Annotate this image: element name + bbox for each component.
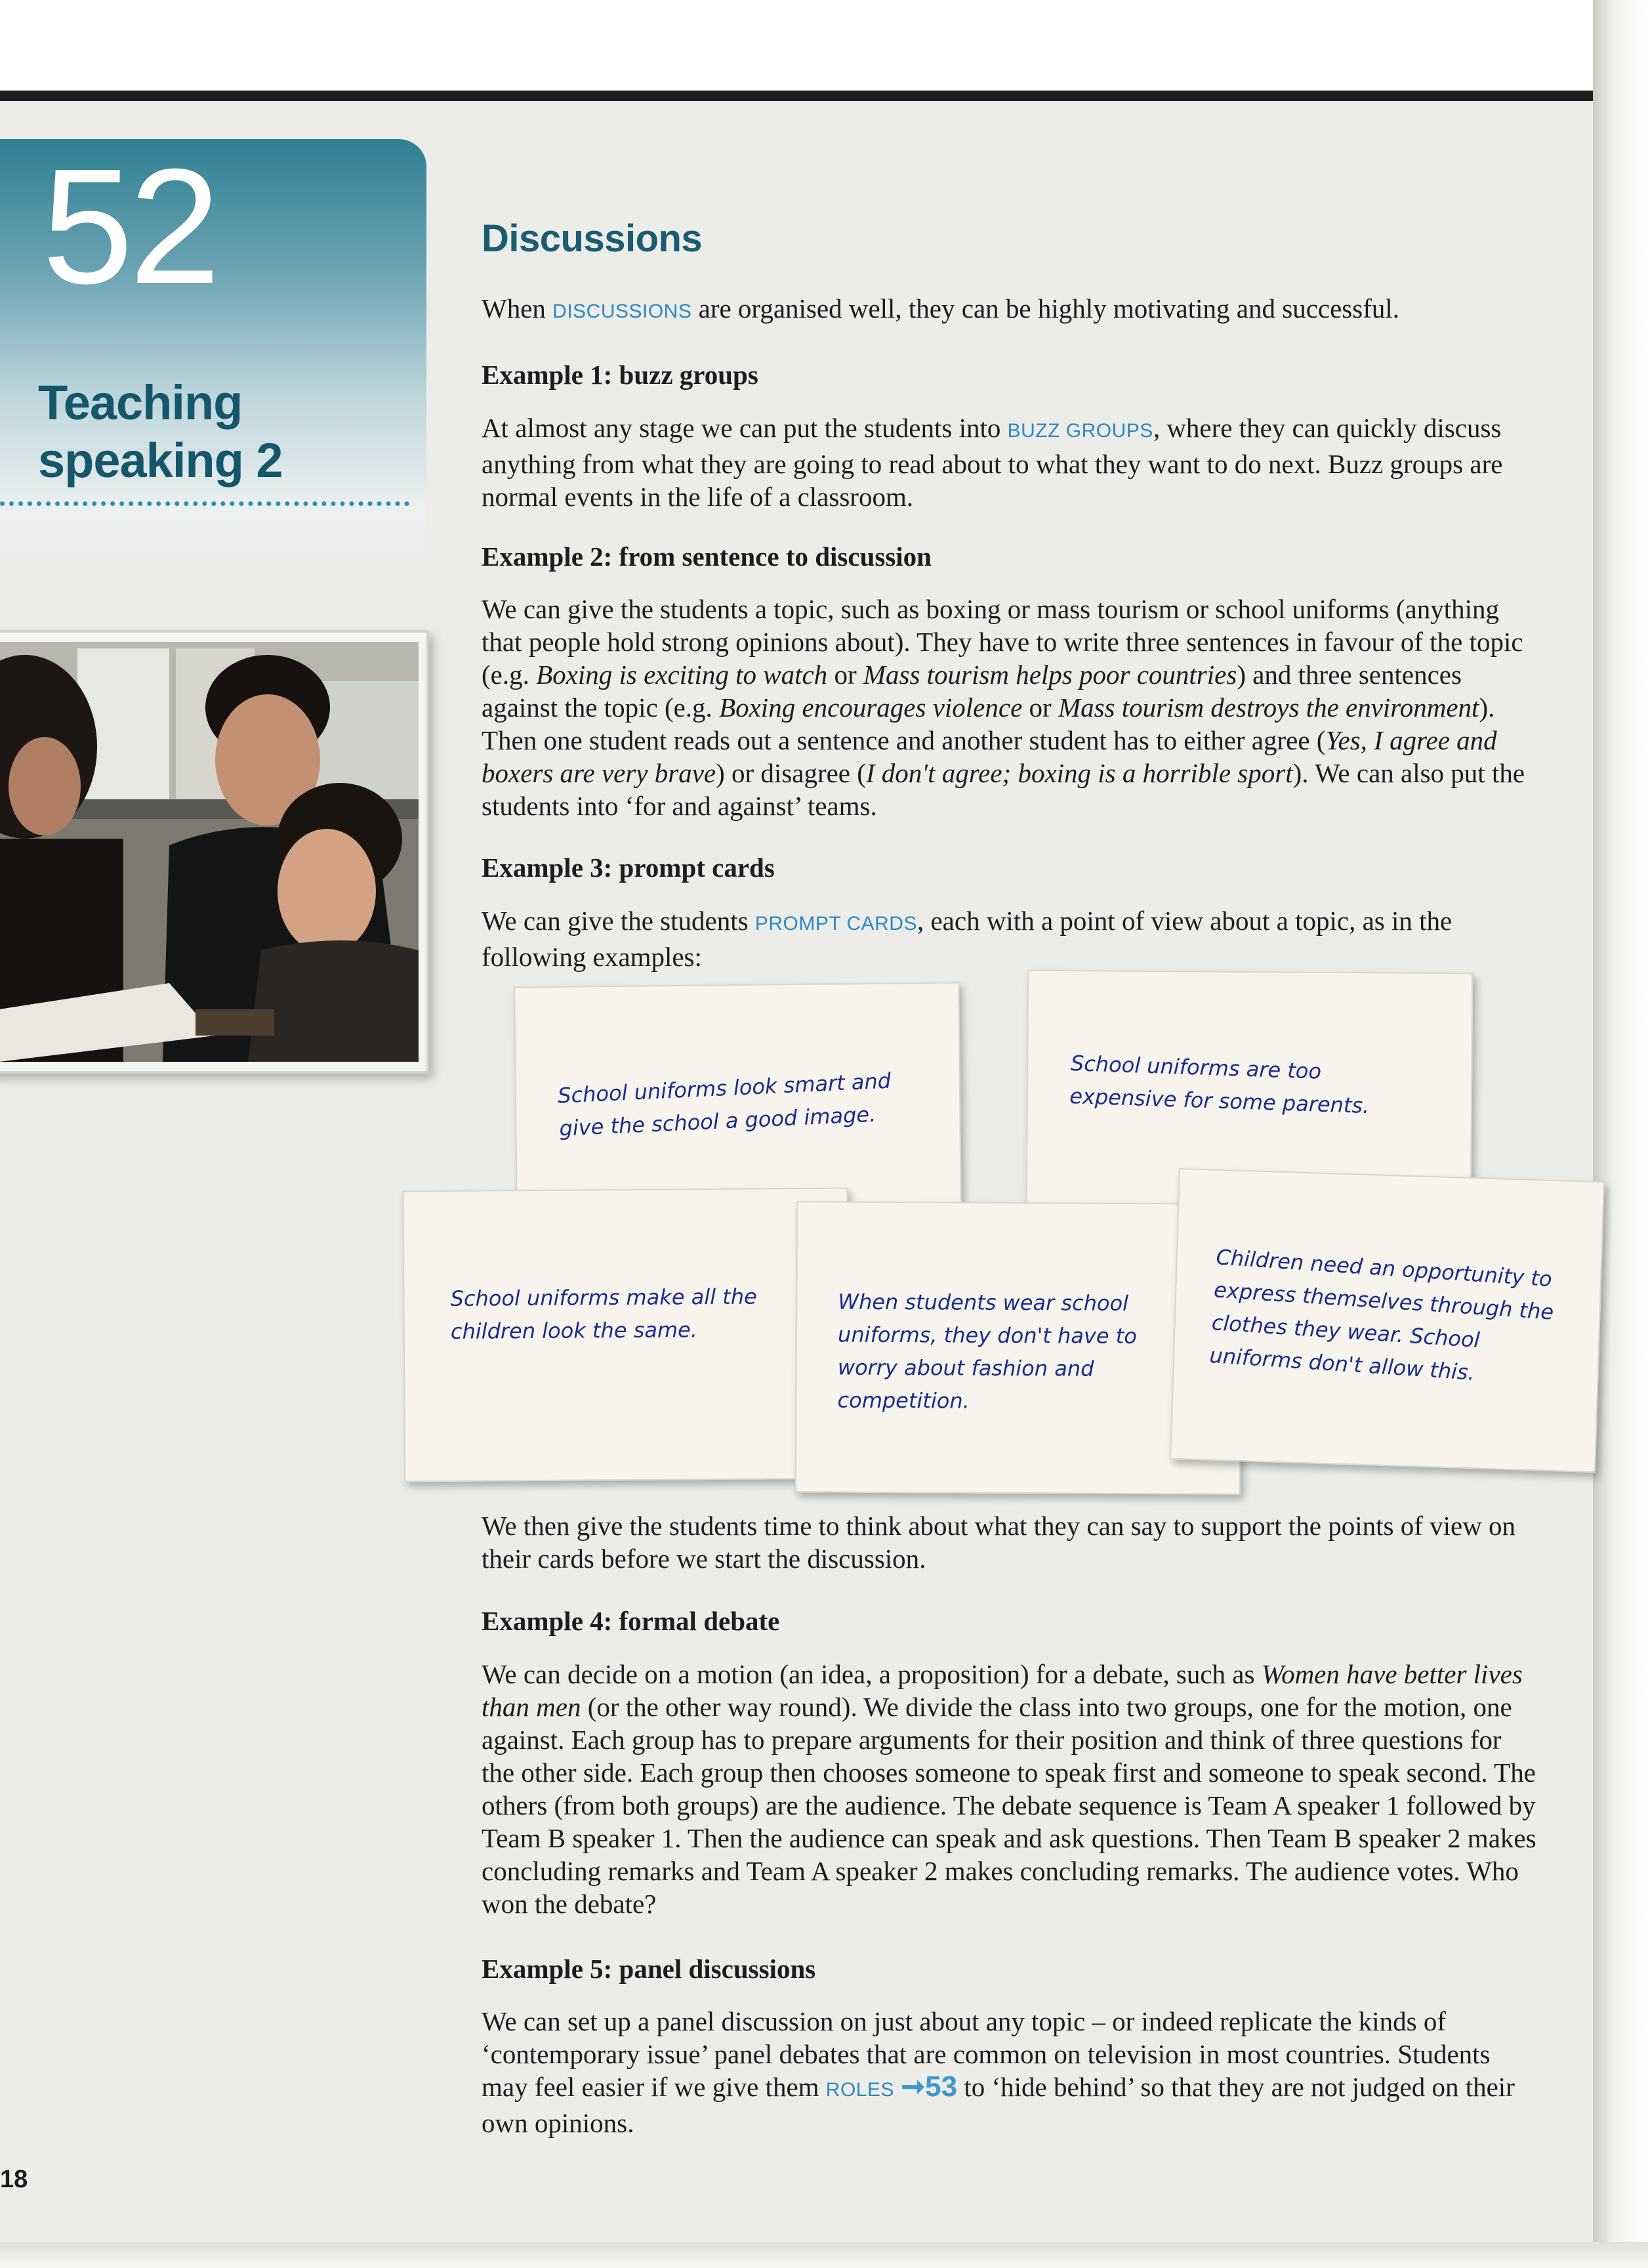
page-binding-edge: [1593, 0, 1648, 2268]
example2-text: ) or disagree (: [716, 758, 866, 788]
example2-text: We can give the students a topic, such as boxing or mass tourism or school uniforms (anything that people hold strong opinions about). They have to write three sentences in favour of the topic (e.g.: [482, 594, 1523, 690]
example2-paragraph: [482, 593, 1538, 822]
unit-number: 52: [42, 135, 217, 318]
intro-text-end: are organised well, they can be highly motivating and successful.: [691, 293, 1399, 324]
example2-text: ) and three sentences against the topic (e.g.: [482, 660, 1462, 723]
top-border-bar: [0, 91, 1601, 101]
glossary-keyword: PROMPT CARDS: [754, 913, 917, 934]
example5-paragraph: [482, 2005, 1538, 2139]
page-top-margin: [0, 0, 1648, 98]
page-number: 18: [0, 2166, 28, 2193]
page-bottom-edge: [0, 2242, 1648, 2268]
example2-text: or: [827, 660, 863, 690]
intro-paragraph: [482, 292, 1538, 328]
example4-italic: Women have better lives than men: [482, 1659, 1523, 1722]
example2-text: ). We can also put the students into ‘for and against’ teams.: [482, 758, 1525, 821]
dotted-divider: [0, 501, 409, 506]
prompt-card-text: Children need an opportunity to express themselves through the clothes they wear. School uniforms don't allow this.: [1208, 1244, 1555, 1385]
example4-paragraph: [482, 1658, 1538, 1920]
glossary-keyword: BUZZ GROUPS: [1007, 420, 1153, 442]
example2-italic: I don't agree; boxing is a horrible sport: [865, 758, 1293, 788]
example4-text: We can decide on a motion (an idea, a proposition) for a debate, such as: [482, 1659, 1262, 1689]
example4-text-end: (or the other way round). We divide the class into two groups, one for the motion, one against. Each group has to prepare arguments for their position and think of three questions for the other side. Each group then chooses someone to speak first and someone to speak second. The others (from both groups) are the audience. The debate sequence is Team A speaker 1 followed by Team B speaker 1. Then the audience can speak and ask questions. Then Team B speaker 2 makes concluding remarks and Team A speaker 2 makes concluding remarks. The audience votes. Who won the debate?: [482, 1692, 1536, 1919]
example1-text-end: , where they can quickly discuss anything from what they are going to read about to what they want to do next. Buzz groups are normal events in the life of a classroom.: [482, 413, 1503, 512]
example2-italic: Boxing encourages violence: [719, 692, 1023, 723]
example4-heading: Example 4: formal debate: [482, 1606, 780, 1636]
students-photo: [0, 630, 429, 1074]
example2-italic: Yes, I agree and boxers are very brave: [482, 725, 1497, 788]
students-photo-illustration: [0, 642, 419, 1062]
example5-heading: Example 5: panel discussions: [482, 1954, 816, 1984]
example3-followup-paragraph: We then give the students time to think about what they can say to support the points of view on their cards before we start the discussion.: [482, 1511, 1516, 1574]
example1-heading: Example 1: buzz groups: [482, 360, 758, 390]
example2-italic: Mass tourism destroys the environment: [1058, 692, 1479, 723]
example3-heading: Example 3: prompt cards: [482, 852, 775, 883]
unit-cross-reference[interactable]: ➞53: [901, 2070, 958, 2103]
prompt-card: [1170, 1168, 1605, 1473]
prompt-card-text: School uniforms look smart and give the school a good image.: [557, 1068, 892, 1141]
glossary-keyword: DISCUSSIONS: [552, 301, 692, 322]
example2-text: or: [1022, 692, 1058, 723]
prompt-card-text: When students wear school uniforms, they don't have to worry about fashion and competition.: [837, 1289, 1137, 1414]
example1-paragraph: [482, 411, 1538, 513]
example2-italic: Mass tourism helps poor countries: [863, 660, 1237, 690]
unit-title: Teaching speaking 2: [38, 375, 283, 488]
example2-italic: Boxing is exciting to watch: [536, 660, 828, 690]
intro-text: When: [482, 293, 553, 324]
example3-paragraph: [482, 904, 1538, 973]
prompt-card: [514, 982, 962, 1209]
example1-text: At almost any stage we can put the students into: [482, 413, 1008, 443]
example2-text: ). Then one student reads out a sentence and another student has to either agree (: [482, 692, 1495, 755]
example2-heading: Example 2: from sentence to discussion: [482, 541, 932, 572]
prompt-card-text: School uniforms are too expensive for some parents.: [1069, 1051, 1370, 1119]
prompt-card: [402, 1188, 850, 1482]
example3-text-end: , each with a point of view about a topic, as in the following examples:: [482, 906, 1452, 972]
section-title: Discussions: [482, 217, 703, 260]
glossary-keyword: ROLES: [825, 2079, 895, 2101]
example5-text-end: to ‘hide behind’ so that they are not judged on their own opinions.: [482, 2072, 1515, 2138]
example5-text: We can set up a panel discussion on just about any topic – or indeed replicate the kinds of ‘contemporary issue’ panel debates that are common on television in most countries. Students may feel easier if we give them: [482, 2006, 1491, 2102]
example3-text: We can give the students: [482, 906, 755, 936]
prompt-card-text: School uniforms make all the children look the same.: [450, 1284, 757, 1344]
